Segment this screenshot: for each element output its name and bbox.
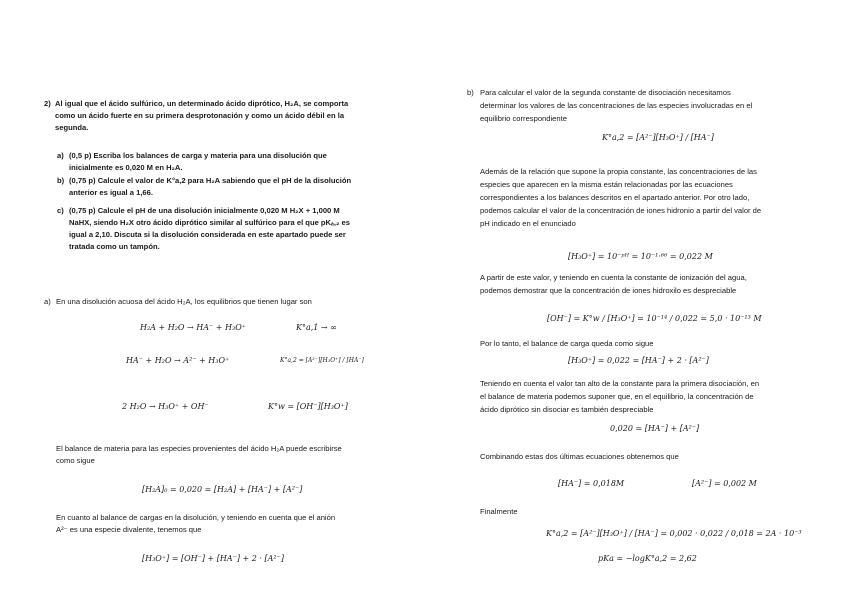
solution-b-intro: determinar los valores de las concentraciones de las especies involucradas en el	[480, 101, 753, 110]
solution-b-intro: equilibrio correspondiente	[480, 114, 567, 123]
paragraph-line: podemos demostrar que la concentración de iones hidroxilo es despreciable	[480, 286, 737, 295]
paragraph-line: el balance de materia podemos suponer que, en el equilibrio, la concentración de	[480, 392, 754, 401]
problem-number: 2)	[44, 99, 51, 108]
mass-balance-equation: [H₂A]₀ = 0,020 = [H₂A] + [HA⁻] + [A²⁻]	[142, 485, 303, 494]
final-label: Finalmente	[480, 507, 518, 516]
paragraph-line: especies que aparecen en la misma están relacionadas por las ecuaciones	[480, 180, 733, 189]
charge-balance-text: En cuanto al balance de cargas en la disolución, y teniendo en cuenta que el anión	[56, 513, 336, 522]
charge-balance-text: A²⁻ es una especie divalente, tenemos que	[56, 525, 202, 534]
paragraph-line: podemos calcular el valor de la concentración de iones hidronio a partir del valor de	[480, 206, 762, 215]
ka1-constant: K°a,1 → ∞	[296, 323, 337, 332]
problem-statement-line: como un ácido fuerte en su primera desprotonación y como un ácido débil en la	[55, 111, 345, 120]
paragraph-line: Teniendo en cuenta el valor tan alto de la constante para la primera disociación, en	[480, 379, 760, 388]
paragraph-line: pH indicado en el enunciado	[480, 219, 576, 228]
equilibrium-2: HA⁻ + H₂O → A²⁻ + H₃O⁺	[126, 356, 230, 365]
solution-a-label: a)	[44, 297, 51, 306]
mass-balance-text: como sigue	[56, 456, 95, 465]
solution-b-intro: Para calcular el valor de la segunda constante de disociación necesitamos	[480, 88, 731, 97]
item-line: (0,5 p) Escriba los balances de carga y materia para una disolución que	[69, 151, 327, 160]
problem-statement-line: segunda.	[55, 123, 89, 132]
item-line: anterior es igual a 1,66.	[69, 188, 153, 197]
solution-a-intro: En una disolución acuosa del ácido H₂A, los equilibrios que tienen lugar son	[56, 297, 312, 306]
charge-balance-2-equation: [H₃O⁺] = 0,022 = [HA⁻] + 2 · [A²⁻]	[568, 356, 709, 365]
pka-equation: pKa = −logK°a,2 = 2,62	[598, 554, 697, 563]
equilibrium-3: 2 H₂O → H₃O⁺ + OH⁻	[122, 402, 209, 411]
paragraph-line: Por lo tanto, el balance de carga queda como sigue	[480, 339, 654, 348]
equilibrium-1: H₂A + H₂O → HA⁻ + H₃O⁺	[140, 323, 247, 332]
paragraph-line: Además de la relación que supone la propia constante, las concentraciones de las	[480, 167, 757, 176]
item-line: tratada como un tampón.	[69, 242, 160, 251]
charge-balance-equation: [H₃O⁺] = [OH⁻] + [HA⁻] + 2 · [A²⁻]	[142, 554, 284, 563]
final-ka2-equation: K°a,2 = [A²⁻][H₃O⁺] / [HA⁻] = 0,002 · 0,022 / 0,018 = 2A · 10⁻³	[546, 529, 802, 538]
item-line: inicialmente es 0,020 M en H₂A.	[69, 163, 183, 172]
problem-statement-line: Al igual que el ácido sulfúrico, un determinado ácido diprótico, H₂A, se comporta	[55, 99, 349, 108]
paragraph-line: ácido diprótico sin disociar es también despreciable	[480, 405, 654, 414]
mass-balance-text: El balance de materia para las especies provenientes del ácido H₂A puede escribirse	[56, 444, 342, 453]
item-line: (0,75 p) Calcule el valor de K°a,2 para H₂A sabiendo que el pH de la disolución	[69, 176, 352, 185]
mass-balance-2-equation: 0,020 = [HA⁻] + [A²⁻]	[610, 424, 700, 433]
item-line: igual a 2,10. Discuta si la disolución considerada en este apartado puede ser	[69, 230, 346, 239]
ha-result: [HA⁻] = 0,018M	[558, 479, 625, 488]
h3o-equation: [H₃O⁺] = 10⁻ᵖᴴ = 10⁻¹·⁶⁶ = 0,022 M	[568, 252, 713, 261]
item-line: (0,75 p) Calcule el pH de una disolución inicialmente 0,020 M H₂X + 1,000 M	[69, 206, 340, 215]
oh-equation: [OH⁻] = K°w / [H₃O⁺] = 10⁻¹⁴ / 0,022 = 5,0 · 10⁻¹³ M	[547, 314, 762, 323]
ka2-equation: K°a,2 = [A²⁻][H₃O⁺] / [HA⁻]	[602, 133, 714, 142]
paragraph-line: A partir de este valor, y teniendo en cuenta la constante de ionización del agua,	[480, 273, 747, 282]
item-label: b)	[57, 176, 65, 185]
paragraph-line: correspondientes a los balances descritos en el apartado anterior. Por otro lado,	[480, 193, 750, 202]
solution-b-label: b)	[467, 88, 474, 97]
kw-constant: K°w = [OH⁻][H₃O⁺]	[268, 402, 348, 411]
item-label: c)	[57, 206, 64, 215]
a-result: [A²⁻] = 0,002 M	[692, 479, 757, 488]
paragraph-line: Combinando estas dos últimas ecuaciones obtenemos que	[480, 452, 679, 461]
item-line: NaHX, siendo H₂X otro ácido diprótico similar al sulfúrico para el que pKₐ,₂ es	[69, 218, 350, 227]
item-label: a)	[57, 151, 64, 160]
ka2-constant: K°a,2 = [A²⁻][H₃O⁺] / [HA⁻]	[280, 357, 364, 364]
